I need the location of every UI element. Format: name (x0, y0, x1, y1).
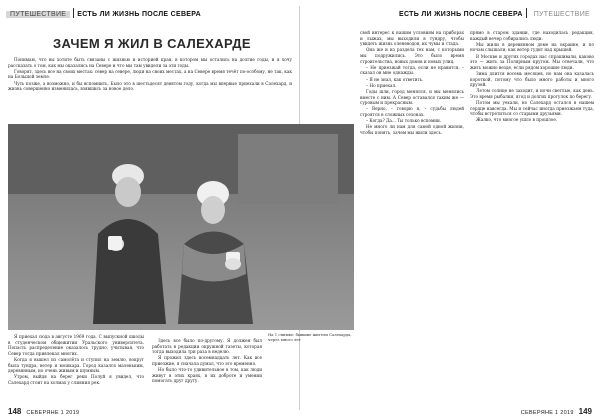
rubric-label: ПУТЕШЕСТВИЕ (6, 11, 70, 18)
running-header-right (399, 8, 594, 20)
paragraph: Утром, выйдя на берег реки Полуй я увидел, что Салехард стоит на холмах у слияния рек. (8, 374, 144, 385)
paragraph: Летом солнце не заходит, и ночи светлые, как день. Это время рыбалки, ягод и долгих прогулок по берегу. (470, 88, 594, 99)
paragraph: Понимаю, что вы хотите быть связаны с жизнью и историей края, в котором мы остались на долгие годы, и я хочу рассказать о том, как мы оказались на Севере и что мы там увидели за эти годы. (8, 57, 292, 68)
photo-caption: На 1 снимке: бывшие жители Салехарда, через много лет (268, 332, 352, 342)
folio-left (8, 407, 82, 416)
page-number: 148 (8, 407, 22, 416)
paragraph: Я приехал сюда в августе 1969 года. С выпускной школы в студенческом общежитии Уральского университета. Попасть распределение оказалось трудно, учитывая, что Север тогда привлекал многих. (8, 334, 144, 356)
paragraph: Потом мы уехали, но Салехард остался в нашем сердце навсегда. Мы и сейчас иногда приезжаем туда, чтобы встретиться со старыми друзьями. (470, 100, 594, 117)
paragraph: – Когда? Да... Ты только вспомни. (366, 118, 442, 124)
paragraph: свой интерес к нашим условиям на приборах и лыжах, мы выходили в тундру, чтобы увидеть жизнь оленеводов, их чумы и стада. (360, 30, 464, 47)
running-header-left (6, 8, 201, 20)
page-number: 149 (578, 407, 592, 416)
paragraph: Чуть позже, а возможно, и бы вспомнить. Было это в шестьдесят девятом году, когда мы впервые приехали в Салехард, и жизнь совершенно изменилась, взявшись за новое дело. (8, 80, 292, 92)
paragraph: – Верно, – говорю я, – судьбы людей строятся в сложных сезонах. (360, 106, 464, 117)
paragraph: Я прожил здесь восемнадцать лет. Как все приезжие, я сначала думал, что это временно. (152, 355, 262, 366)
paragraph: – Но приехал. (366, 82, 397, 88)
paragraph: Зима длится восемь месяцев, но нам она казалась короткой, потому что было много работы и много друзей. (470, 70, 594, 88)
running-title: ЕСТЬ ЛИ ЖИЗНЬ ПОСЛЕ СЕВЕРА (399, 11, 523, 18)
right-column-1 (360, 30, 464, 406)
rubric-label: ПУТЕШЕСТВИЕ (533, 11, 590, 18)
paragraph: Мы жили в деревянном доме на окраине, и по ночам слышали, как ветер гудит над крышей. (470, 41, 594, 53)
folio-right (518, 407, 592, 416)
issue-label: СЕВЕРЯНЕ 1 2019 (520, 410, 574, 416)
right-column-2 (470, 30, 594, 406)
left-column-2 (152, 338, 262, 406)
paragraph: – Я не знал, как ответить. (366, 76, 424, 82)
running-title: ЕСТЬ ЛИ ЖИЗНЬ ПОСЛЕ СЕВЕРА (77, 11, 201, 18)
article-headline: ЗАЧЕМ Я ЖИЛ В САЛЕХАРДЕ (52, 36, 252, 51)
paragraph: Когда я вышел из самолёта и ступил на землю, вокруг была тундра, ветер и мошкара. Город казался маленьким, деревянным, но очень живым и шумным. (8, 356, 144, 374)
paragraph: В Москве и других городах нас спрашивали, каково это — жить за Полярным кругом. Мы отвечали, что жить можно везде, если рядом хорошие люди. (470, 53, 594, 70)
paragraph: Жалко, что многое ушло в прошлое. (476, 117, 558, 123)
paragraph: Она же и из раздела тех нам, с которыми мы подружились. Это было время строительства, новых домов и новых улиц. (360, 47, 464, 64)
paragraph: Говорят, здесь все на своих местах: север на севере, люди на своих местах, а на Севере время течёт по-особому, не так, как на Большой земле. (8, 68, 292, 80)
paragraph: Здесь все было по-другому. Я должен был работать в редакции окружной газеты, которая тогда выходила три раза в неделю. (152, 338, 262, 355)
paragraph: Не много ли нам для самой одной жизни, чтобы понять, зачем мы жили здесь. (360, 124, 464, 135)
paragraph: – Не приезжай тогда, если не нравится, – сказал он мне однажды. (360, 64, 464, 76)
issue-label: СЕВЕРЯНЕ 1 2019 (26, 410, 80, 416)
paragraph: прямо в старом здании, где находилась редакция, каждый вечер собирались люди. (470, 30, 594, 41)
header-divider (73, 8, 74, 18)
intro-text (8, 57, 292, 119)
left-column-1 (8, 334, 144, 406)
paragraph: Но было что-то удивительное в том, как люди живут в этих краях, в их доброте и умении помогать друг другу. (152, 367, 262, 384)
header-divider (526, 8, 527, 18)
paragraph: Годы шли, город менялся, и мы менялись вместе с ним. А Север оставался таким же — суровым и прекрасным. (360, 88, 464, 106)
